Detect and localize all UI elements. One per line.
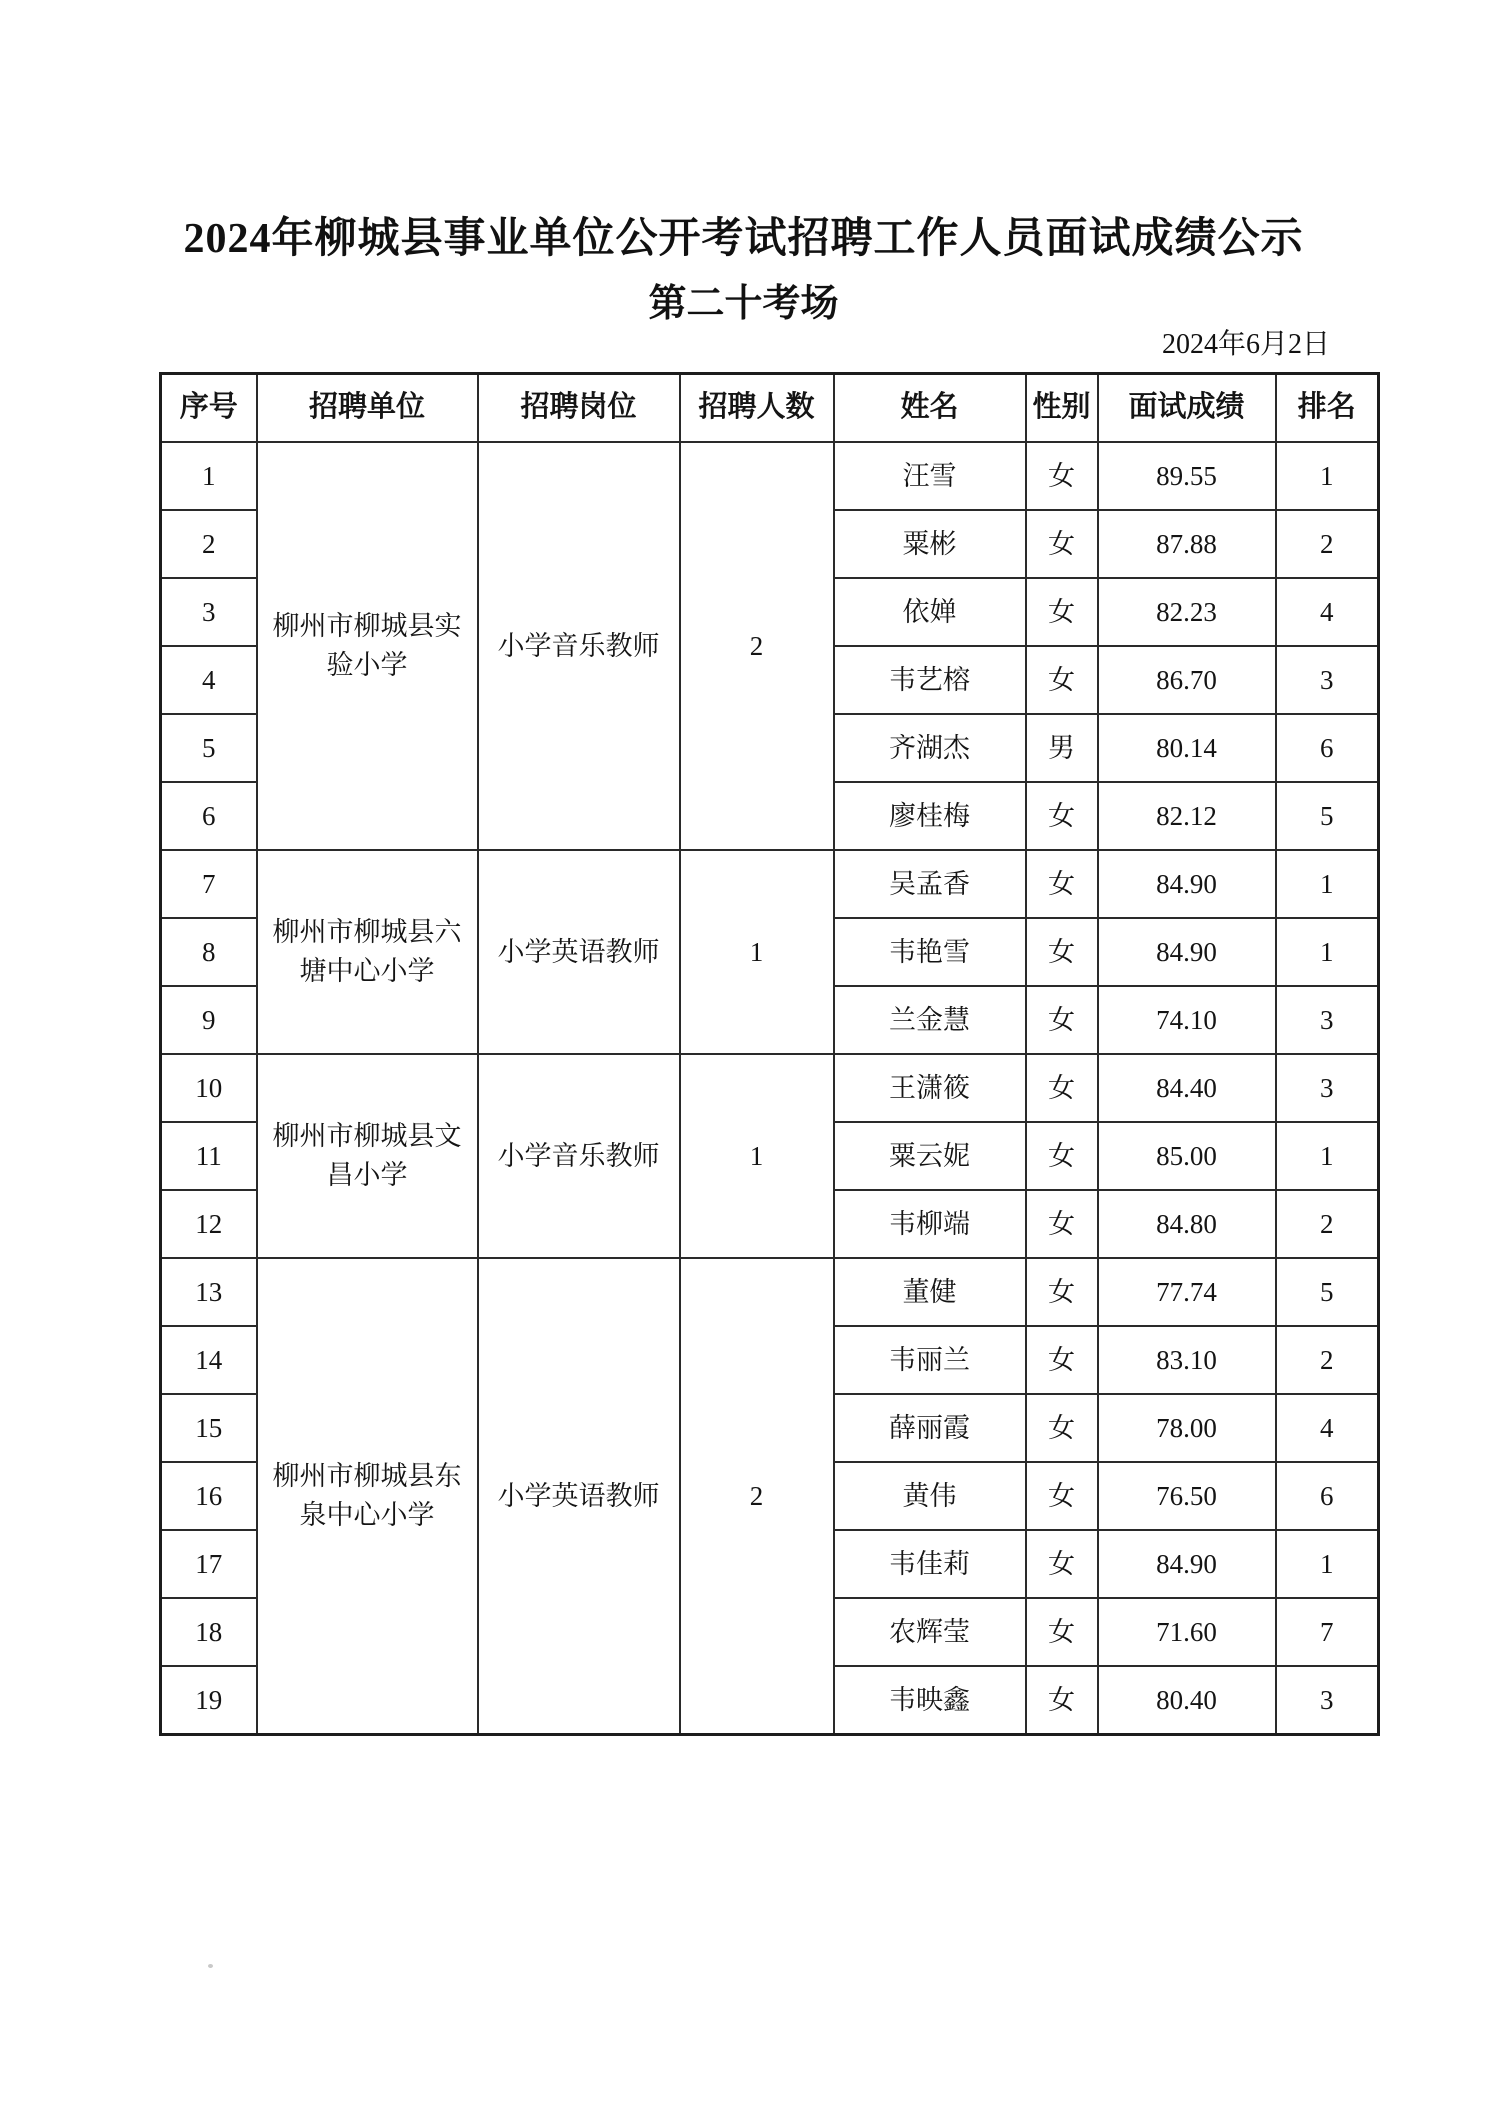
cell-position: 小学英语教师 xyxy=(478,1258,680,1735)
cell-name: 粟彬 xyxy=(834,510,1026,578)
cell-score: 89.55 xyxy=(1098,442,1276,510)
cell-rank: 5 xyxy=(1276,1258,1379,1326)
cell-gender: 女 xyxy=(1026,1462,1098,1530)
cell-gender: 女 xyxy=(1026,1054,1098,1122)
cell-position: 小学英语教师 xyxy=(478,850,680,1054)
cell-score: 80.40 xyxy=(1098,1666,1276,1735)
cell-gender: 男 xyxy=(1026,714,1098,782)
cell-gender: 女 xyxy=(1026,1666,1098,1735)
scan-speckle xyxy=(208,1964,213,1968)
cell-rank: 6 xyxy=(1276,1462,1379,1530)
cell-index: 7 xyxy=(161,850,257,918)
cell-openings: 2 xyxy=(680,442,834,850)
cell-gender: 女 xyxy=(1026,1258,1098,1326)
cell-index: 16 xyxy=(161,1462,257,1530)
cell-name: 王潇筱 xyxy=(834,1054,1026,1122)
cell-rank: 3 xyxy=(1276,1054,1379,1122)
cell-gender: 女 xyxy=(1026,1530,1098,1598)
cell-score: 78.00 xyxy=(1098,1394,1276,1462)
cell-unit: 柳州市柳城县东泉中心小学 xyxy=(257,1258,478,1735)
cell-score: 76.50 xyxy=(1098,1462,1276,1530)
table-row xyxy=(161,1258,1379,1326)
cell-score: 74.10 xyxy=(1098,986,1276,1054)
cell-name: 薛丽霞 xyxy=(834,1394,1026,1462)
document-subtitle: 第二十考场 xyxy=(648,283,839,325)
cell-rank: 1 xyxy=(1276,850,1379,918)
cell-score: 84.90 xyxy=(1098,918,1276,986)
col-header-index: 序号 xyxy=(161,374,257,443)
cell-rank: 4 xyxy=(1276,578,1379,646)
cell-score: 84.80 xyxy=(1098,1190,1276,1258)
cell-score: 84.90 xyxy=(1098,1530,1276,1598)
cell-name: 董健 xyxy=(834,1258,1026,1326)
cell-index: 17 xyxy=(161,1530,257,1598)
cell-name: 齐湖杰 xyxy=(834,714,1026,782)
cell-rank: 1 xyxy=(1276,1122,1379,1190)
cell-unit: 柳州市柳城县实验小学 xyxy=(257,442,478,850)
cell-index: 8 xyxy=(161,918,257,986)
cell-openings: 2 xyxy=(680,1258,834,1735)
cell-score: 82.12 xyxy=(1098,782,1276,850)
cell-rank: 3 xyxy=(1276,1666,1379,1735)
cell-rank: 2 xyxy=(1276,510,1379,578)
cell-name: 汪雪 xyxy=(834,442,1026,510)
cell-index: 11 xyxy=(161,1122,257,1190)
document-title: 2024年柳城县事业单位公开考试招聘工作人员面试成绩公示 xyxy=(183,216,1304,262)
cell-position: 小学音乐教师 xyxy=(478,1054,680,1258)
cell-rank: 7 xyxy=(1276,1598,1379,1666)
cell-score: 71.60 xyxy=(1098,1598,1276,1666)
col-header-position: 招聘岗位 xyxy=(478,374,680,443)
table-row xyxy=(161,442,1379,510)
cell-score: 84.40 xyxy=(1098,1054,1276,1122)
col-header-name: 姓名 xyxy=(834,374,1026,443)
cell-index: 1 xyxy=(161,442,257,510)
cell-index: 9 xyxy=(161,986,257,1054)
cell-gender: 女 xyxy=(1026,1326,1098,1394)
col-header-score: 面试成绩 xyxy=(1098,374,1276,443)
cell-index: 13 xyxy=(161,1258,257,1326)
cell-rank: 2 xyxy=(1276,1326,1379,1394)
cell-gender: 女 xyxy=(1026,918,1098,986)
cell-rank: 3 xyxy=(1276,986,1379,1054)
cell-score: 77.74 xyxy=(1098,1258,1276,1326)
cell-name: 粟云妮 xyxy=(834,1122,1026,1190)
cell-rank: 1 xyxy=(1276,442,1379,510)
cell-gender: 女 xyxy=(1026,578,1098,646)
cell-gender: 女 xyxy=(1026,510,1098,578)
col-header-openings: 招聘人数 xyxy=(680,374,834,443)
cell-unit: 柳州市柳城县六塘中心小学 xyxy=(257,850,478,1054)
cell-gender: 女 xyxy=(1026,850,1098,918)
cell-gender: 女 xyxy=(1026,986,1098,1054)
cell-index: 15 xyxy=(161,1394,257,1462)
cell-name: 黄伟 xyxy=(834,1462,1026,1530)
cell-name: 韦艳雪 xyxy=(834,918,1026,986)
cell-gender: 女 xyxy=(1026,646,1098,714)
cell-name: 吴孟香 xyxy=(834,850,1026,918)
results-tbody xyxy=(161,442,1379,1735)
cell-rank: 1 xyxy=(1276,1530,1379,1598)
cell-name: 韦佳莉 xyxy=(834,1530,1026,1598)
cell-name: 韦艺榕 xyxy=(834,646,1026,714)
col-header-unit: 招聘单位 xyxy=(257,374,478,443)
cell-index: 5 xyxy=(161,714,257,782)
cell-rank: 1 xyxy=(1276,918,1379,986)
table-row xyxy=(161,850,1379,918)
col-header-rank: 排名 xyxy=(1276,374,1379,443)
cell-score: 83.10 xyxy=(1098,1326,1276,1394)
cell-name: 依婵 xyxy=(834,578,1026,646)
cell-unit: 柳州市柳城县文昌小学 xyxy=(257,1054,478,1258)
cell-name: 韦丽兰 xyxy=(834,1326,1026,1394)
cell-openings: 1 xyxy=(680,850,834,1054)
cell-index: 18 xyxy=(161,1598,257,1666)
cell-score: 85.00 xyxy=(1098,1122,1276,1190)
cell-gender: 女 xyxy=(1026,1190,1098,1258)
cell-index: 4 xyxy=(161,646,257,714)
cell-position: 小学音乐教师 xyxy=(478,442,680,850)
cell-index: 3 xyxy=(161,578,257,646)
cell-rank: 3 xyxy=(1276,646,1379,714)
cell-index: 10 xyxy=(161,1054,257,1122)
cell-rank: 6 xyxy=(1276,714,1379,782)
cell-gender: 女 xyxy=(1026,1394,1098,1462)
cell-index: 14 xyxy=(161,1326,257,1394)
cell-score: 86.70 xyxy=(1098,646,1276,714)
cell-gender: 女 xyxy=(1026,442,1098,510)
cell-gender: 女 xyxy=(1026,1122,1098,1190)
table-row xyxy=(161,1054,1379,1122)
document-date: 2024年6月2日 xyxy=(1161,329,1330,360)
cell-name: 韦映鑫 xyxy=(834,1666,1026,1735)
cell-score: 82.23 xyxy=(1098,578,1276,646)
cell-openings: 1 xyxy=(680,1054,834,1258)
cell-index: 12 xyxy=(161,1190,257,1258)
cell-gender: 女 xyxy=(1026,782,1098,850)
cell-rank: 5 xyxy=(1276,782,1379,850)
cell-name: 兰金慧 xyxy=(834,986,1026,1054)
cell-score: 87.88 xyxy=(1098,510,1276,578)
cell-name: 廖桂梅 xyxy=(834,782,1026,850)
cell-score: 80.14 xyxy=(1098,714,1276,782)
cell-index: 19 xyxy=(161,1666,257,1735)
table-header-row xyxy=(161,374,1379,443)
cell-name: 农辉莹 xyxy=(834,1598,1026,1666)
cell-score: 84.90 xyxy=(1098,850,1276,918)
cell-name: 韦柳端 xyxy=(834,1190,1026,1258)
cell-index: 6 xyxy=(161,782,257,850)
cell-rank: 2 xyxy=(1276,1190,1379,1258)
col-header-gender: 性别 xyxy=(1026,374,1098,443)
cell-rank: 4 xyxy=(1276,1394,1379,1462)
cell-gender: 女 xyxy=(1026,1598,1098,1666)
score-table xyxy=(159,372,1380,1736)
cell-index: 2 xyxy=(161,510,257,578)
